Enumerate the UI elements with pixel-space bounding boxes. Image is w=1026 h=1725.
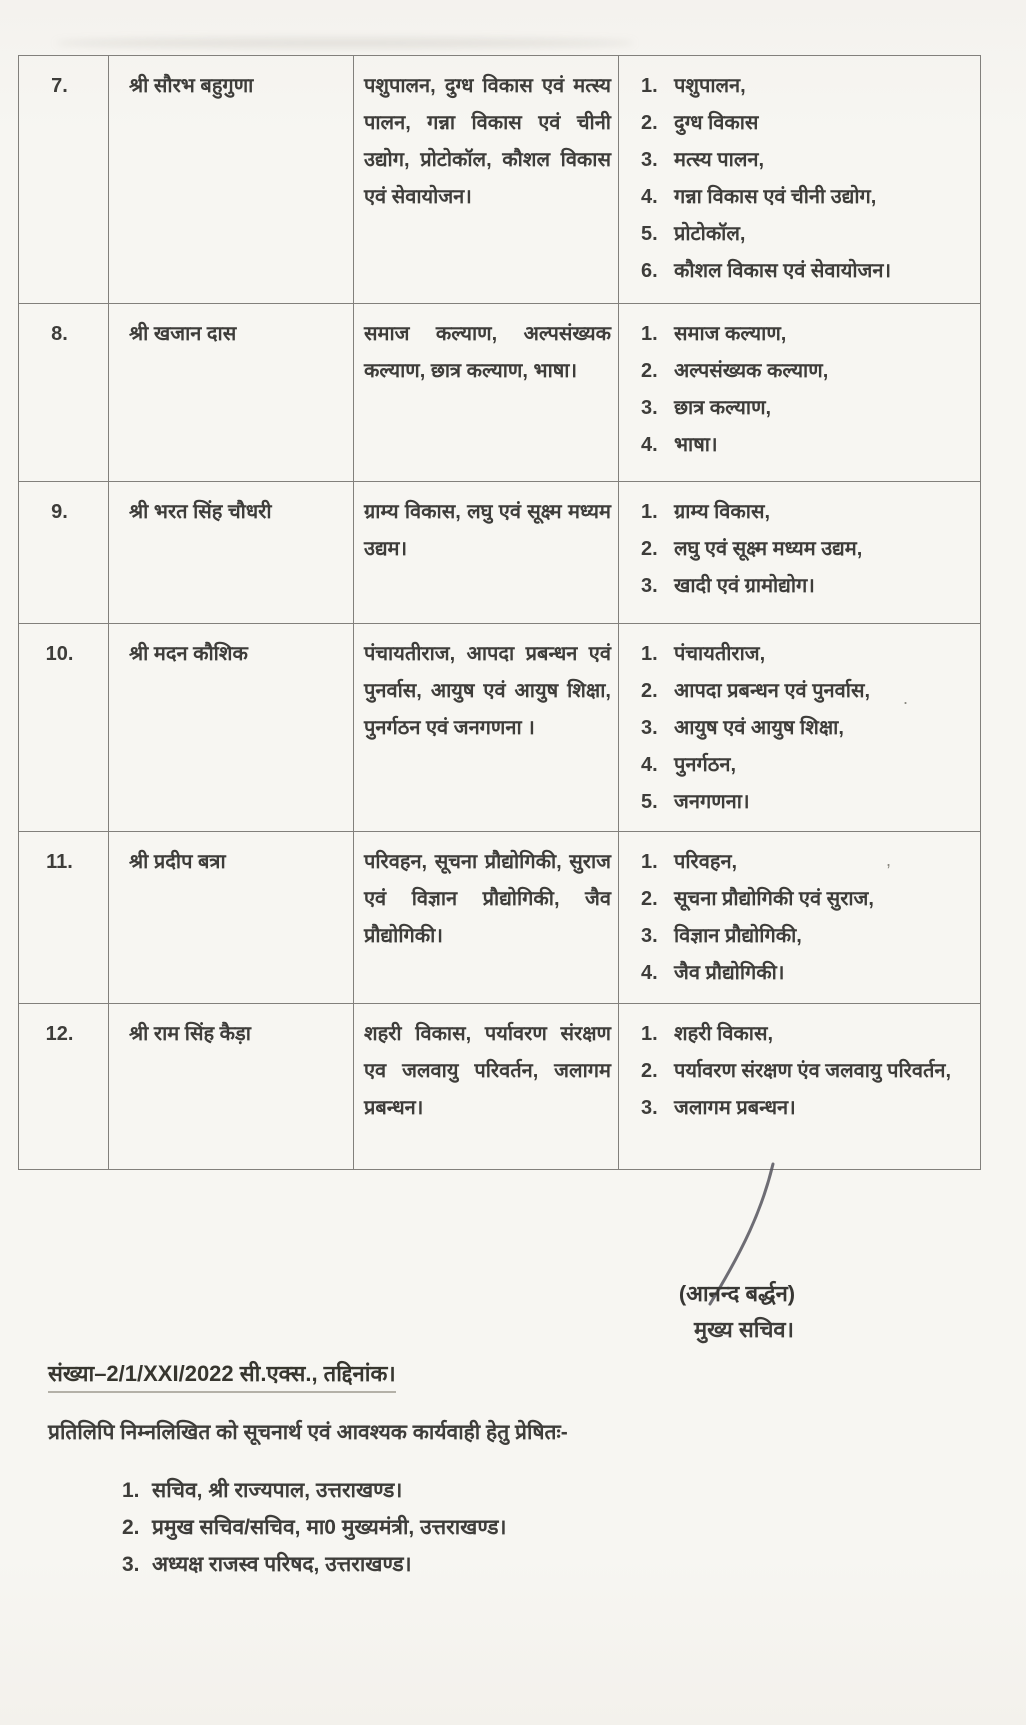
recipient-item-text: प्रमुख सचिव/सचिव, मा0 मुख्यमंत्री, उत्तराखण्ड। [152,1516,507,1539]
allocation-item-text: कौशल विकास एवं सेवायोजन। [674,260,892,282]
allocation-item-text: अल्पसंख्यक कल्याण, [674,360,829,382]
departments-list-cell [619,56,981,304]
scan-speck: , [886,850,892,870]
minister-name-cell: श्री सौरभ बहुगुणा [109,56,354,304]
allocation-item-number: 2. [641,112,658,134]
allocation-item [641,427,972,464]
allocation-item [641,710,972,747]
allocation-item-number: 1. [641,851,658,873]
departments-summary-cell: ग्राम्य विकास, लघु एवं सूक्ष्म मध्यम उद्यम। [354,482,619,624]
allocation-item-number: 3. [641,575,658,597]
allocation-item-text: शहरी विकास, [674,1023,774,1045]
allocation-item-text: जलागम प्रबन्धन। [674,1097,796,1119]
allocation-item [641,179,972,216]
allocation-item-number: 1. [641,501,658,523]
serial-number-cell: 9. [19,482,109,624]
allocation-item [641,636,972,673]
allocation-item [641,353,972,390]
allocation-item-text: परिवहन, [674,851,738,873]
minister-name-cell: श्री राम सिंह कैड़ा [109,1004,354,1170]
allocation-item [641,1016,972,1053]
allocation-item-text: प्रोटोकॉल, [674,223,746,245]
allocation-item [641,881,972,918]
departments-list-cell [619,624,981,832]
minister-name-cell: श्री खजान दास [109,304,354,482]
allocation-item [641,568,972,605]
allocation-item-text: सूचना प्रौद्योगिकी एवं सुराज, [674,888,874,910]
allocation-item [641,68,972,105]
allocation-item-text: पर्यावरण संरक्षण एंव जलवायु परिवर्तन, [674,1060,952,1082]
departments-summary-cell: पंचायतीराज, आपदा प्रबन्धन एवं पुनर्वास, आयुष एवं आयुष शिक्षा, पुनर्गठन एवं जनगणना । [354,624,619,832]
allocation-item [641,1053,972,1090]
departments-list-cell [619,482,981,624]
allocation-item-number: 2. [641,1060,658,1082]
allocation-item [641,918,972,955]
allocation-item-number: 1. [641,1023,658,1045]
departments-summary-cell: पशुपालन, दुग्ध विकास एवं मत्स्य पालन, गन्ना विकास एवं चीनी उद्योग, प्रोटोकॉल, कौशल विकास एवं सेवायोजन। [354,56,619,304]
recipient-item-text: सचिव, श्री राज्यपाल, उत्तराखण्ड। [152,1479,403,1502]
allocation-item [641,216,972,253]
allocation-item-number: 2. [641,888,658,910]
allocation-item-text: पशुपालन, [674,75,746,97]
recipient-item [122,1472,507,1509]
allocation-item-text: ग्राम्य विकास, [674,501,771,523]
allocation-item-number: 4. [641,434,658,456]
allocation-item-text: समाज कल्याण, [674,323,787,345]
allocation-item [641,142,972,179]
allocation-item [641,673,972,710]
allocation-item-text: खादी एवं ग्रामोद्योग। [674,575,815,597]
allocation-item-number: 2. [641,680,658,702]
serial-number-cell: 12. [19,1004,109,1170]
serial-number-cell: 8. [19,304,109,482]
departments-summary-cell: शहरी विकास, पर्यावरण संरक्षण एव जलवायु परिवर्तन, जलागम प्रबन्धन। [354,1004,619,1170]
departments-list-cell [619,304,981,482]
recipient-item-text: अध्यक्ष राजस्व परिषद, उत्तराखण्ड। [152,1553,412,1576]
recipient-item [122,1546,507,1583]
departments-summary-cell: परिवहन, सूचना प्रौद्योगिकी, सुराज एवं विज्ञान प्रौद्योगिकी, जैव प्रौद्योगिकी। [354,832,619,1004]
ministers-table-body [19,56,981,1170]
allocation-item-number: 3. [641,925,658,947]
allocation-item-text: पुनर्गठन, [674,754,736,776]
ministers-portfolio-table [18,55,981,1170]
allocation-item-number: 2. [641,538,658,560]
allocation-item-number: 1. [641,75,658,97]
allocation-item [641,253,972,290]
table-row [19,482,981,624]
departments-list-cell [619,1004,981,1170]
allocation-item-text: लघु एवं सूक्ष्म मध्यम उद्यम, [674,538,863,560]
allocation-item [641,955,972,992]
allocation-item [641,390,972,427]
allocation-item-text: पंचायतीराज, [674,643,766,665]
allocation-item-text: जैव प्रौद्योगिकी। [674,962,785,984]
allocation-item-text: जनगणना। [674,791,750,813]
allocation-item-number: 1. [641,643,658,665]
recipients-list [122,1472,507,1583]
allocation-item [641,784,972,821]
allocation-item-number: 1. [641,323,658,345]
allocation-item-number: 3. [641,717,658,739]
minister-name-cell: श्री भरत सिंह चौधरी [109,482,354,624]
recipient-item-number: 3. [122,1553,140,1576]
allocation-item-number: 3. [641,149,658,171]
table-row [19,304,981,482]
allocation-item-number: 3. [641,397,658,419]
allocation-item-number: 3. [641,1097,658,1119]
table-row [19,832,981,1004]
allocation-item-text: विज्ञान प्रौद्योगिकी, [674,925,802,947]
allocation-item-number: 4. [641,754,658,776]
departments-list-cell [619,832,981,1004]
signatory-name: (आनन्द बर्द्धन) [678,1281,796,1306]
allocation-item-number: 5. [641,791,658,813]
reference-number-line: संख्या–2/1/XXI/2022 सी.एक्स., तद्दिनांक। [48,1358,396,1393]
allocation-item-text: मत्स्य पालन, [674,149,765,171]
copy-forward-note: प्रतिलिपि निम्नलिखित को सूचनार्थ एवं आवश्यक कार्यवाही हेतु प्रेषितः- [48,1421,568,1444]
recipient-item-number: 1. [122,1479,140,1502]
table-row [19,624,981,832]
serial-number-cell: 7. [19,56,109,304]
departments-summary-cell: समाज कल्याण, अल्पसंख्यक कल्याण, छात्र कल्याण, भाषा। [354,304,619,482]
allocation-item-number: 5. [641,223,658,245]
allocation-item [641,844,972,881]
allocation-item [641,531,972,568]
allocation-item [641,494,972,531]
recipient-item [122,1509,507,1546]
scan-speck: . [903,688,909,708]
allocation-item-number: 2. [641,360,658,382]
allocation-item-number: 4. [641,962,658,984]
recipient-item-number: 2. [122,1516,140,1539]
allocation-item-text: गन्ना विकास एवं चीनी उद्योग, [674,186,877,208]
allocation-item-text: छात्र कल्याण, [674,397,772,419]
minister-name-cell: श्री प्रदीप बत्रा [109,832,354,1004]
table-row [19,56,981,304]
allocation-item-text: आयुष एवं आयुष शिक्षा, [674,717,844,739]
allocation-item [641,1090,972,1127]
minister-name-cell: श्री मदन कौशिक [109,624,354,832]
allocation-item-text: भाषा। [674,434,718,456]
allocation-item [641,105,972,142]
allocation-item-text: दुग्ध विकास [674,112,759,134]
allocation-item [641,747,972,784]
allocation-item-number: 6. [641,260,658,282]
allocation-item-number: 4. [641,186,658,208]
allocation-item-text: आपदा प्रबन्धन एवं पुनर्वास, [674,680,871,702]
scan-smudge [55,38,635,48]
table-row [19,1004,981,1170]
serial-number-cell: 11. [19,832,109,1004]
signature-block [612,1276,862,1348]
serial-number-cell: 10. [19,624,109,832]
allocation-item [641,316,972,353]
signatory-title: मुख्य सचिव। [693,1317,794,1342]
